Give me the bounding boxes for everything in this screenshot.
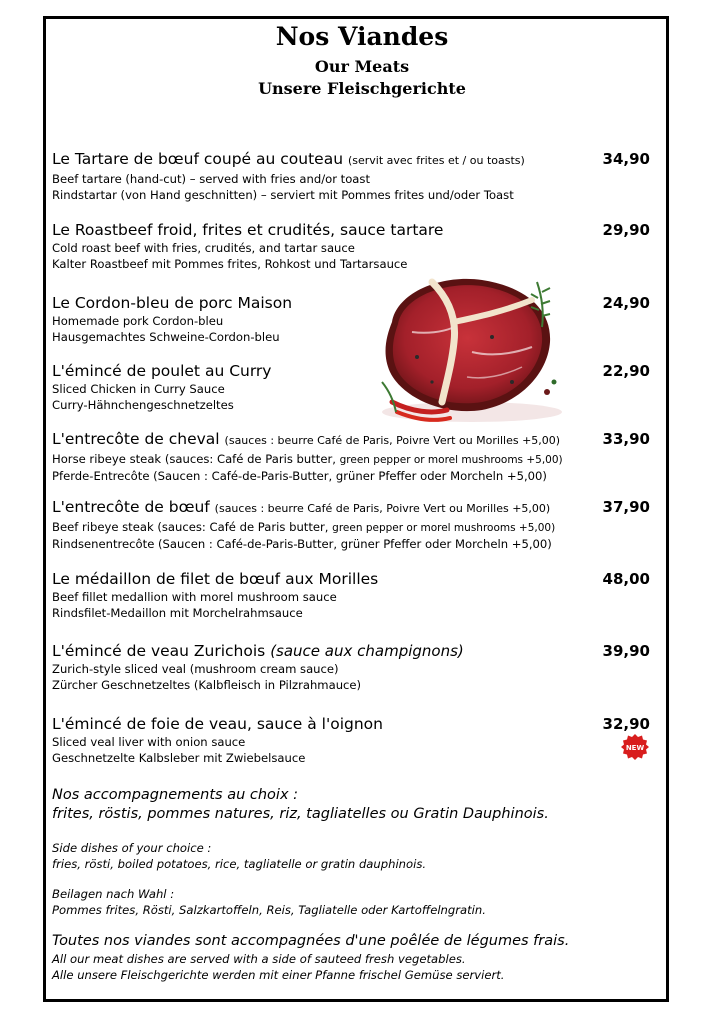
item-german: Kalter Roastbeef mit Pommes frites, Rohkost und Tartarsauce (52, 257, 408, 271)
item-german: Hausgemachtes Schweine-Cordon-bleu (52, 330, 280, 344)
sides-english-heading: Side dishes of your choice : (52, 841, 212, 855)
item-english: Beef fillet medallion with morel mushroom sauce (52, 590, 337, 604)
item-price: 37,90 (602, 498, 650, 516)
spacer (52, 824, 662, 840)
item-german: Geschnetzelte Kalbsleber mit Zwiebelsauce (52, 751, 306, 765)
item-title: L'émincé de foie de veau, sauce à l'oignon (52, 715, 383, 733)
item-german: Zürcher Geschnetzeltes (Kalbfleisch in Pilzrahmauce) (52, 678, 362, 692)
sides-french-list: frites, röstis, pommes natures, riz, tagliatelles ou Gratin Dauphinois. (52, 806, 549, 822)
item-note: (sauces : beurre Café de Paris, Poivre Vert ou Morilles +5,00) (214, 502, 551, 515)
steak-illustration-icon (372, 262, 572, 428)
item-price: 24,90 (602, 294, 650, 312)
menu-item-beef-entrecote (52, 497, 662, 552)
item-title: Le Tartare de bœuf coupé au couteau (52, 150, 344, 168)
item-english: Zurich-style sliced veal (mushroom cream sauce) (52, 662, 339, 676)
spacer (52, 872, 662, 886)
item-note: (sauces : beurre Café de Paris, Poivre Vert ou Morilles +5,00) (224, 434, 561, 447)
menu-item-veal-zurichois (52, 641, 662, 693)
item-english-b: green pepper or morel mushrooms +5,00) (332, 522, 556, 534)
sides-english-list: fries, rösti, boiled potatoes, rice, tagliatelle or gratin dauphinois. (52, 857, 427, 871)
sides-german-list: Pommes frites, Rösti, Salzkartoffeln, Reis, Tagliatelle oder Kartoffelngratin. (52, 903, 486, 917)
page-title: Nos Viandes (275, 22, 449, 51)
item-price: 29,90 (602, 221, 650, 239)
item-german: Curry-Hähnchengeschnetzeltes (52, 398, 234, 412)
menu-item-veal-liver (52, 714, 662, 766)
item-note: (sauce aux champignons) (270, 642, 464, 660)
item-price: 34,90 (602, 150, 650, 168)
sides-french-heading: Nos accompagnements au choix : (52, 787, 299, 803)
item-title: Le Cordon-bleu de porc Maison (52, 294, 293, 312)
menu-item-horse-entrecote (52, 429, 662, 484)
item-title: L'entrecôte de cheval (52, 430, 220, 448)
menu-item-beef-medallion (52, 569, 662, 621)
spacer (52, 918, 662, 932)
item-english-a: Beef ribeye steak (sauces: Café de Paris butter, (52, 520, 333, 534)
badge-label: NEW (625, 744, 645, 752)
item-english: Homemade pork Cordon-bleu (52, 314, 224, 328)
item-english-a: Horse ribeye steak (sauces: Café de Paris butter, (52, 452, 340, 466)
item-title: L'émincé de poulet au Curry (52, 362, 272, 380)
item-price: 33,90 (602, 430, 650, 448)
item-english-b: green pepper or morel mushrooms +5,00) (339, 454, 563, 466)
subtitle-english: Our Meats (314, 57, 410, 76)
item-english: Beef tartare (hand-cut) – served with fries and/or toast (52, 172, 370, 186)
menu-item-tartare (52, 149, 662, 203)
item-german: Rindsenentrecôte (Saucen : Café-de-Paris-Butter, grüner Pfeffer oder Morcheln +5,00) (52, 537, 552, 551)
item-english: Sliced veal liver with onion sauce (52, 735, 246, 749)
item-price: 39,90 (602, 642, 650, 660)
vegetables-french: Toutes nos viandes sont accompagnées d'une poêlée de légumes frais. (52, 933, 570, 949)
sides-german-heading: Beilagen nach Wahl : (52, 887, 175, 901)
item-german: Rindsfilet-Medaillon mit Morchelrahmsauce (52, 606, 303, 620)
menu-footer (52, 786, 662, 983)
item-english (52, 519, 662, 536)
item-english: Cold roast beef with fries, crudités, and tartar sauce (52, 241, 355, 255)
subtitle-german: Unsere Fleischgerichte (258, 79, 466, 98)
item-title: Le médaillon de filet de bœuf aux Morilles (52, 570, 379, 588)
new-badge-icon (621, 734, 649, 760)
item-title: Le Roastbeef froid, frites et crudités, sauce tartare (52, 221, 444, 239)
item-title: L'émincé de veau Zurichois (52, 642, 266, 660)
item-english: Sliced Chicken in Curry Sauce (52, 382, 225, 396)
vegetables-german: Alle unsere Fleischgerichte werden mit einer Pfanne frischel Gemüse serviert. (52, 968, 505, 982)
item-price: 32,90 (602, 715, 650, 733)
item-price: 48,00 (602, 570, 650, 588)
item-price: 22,90 (602, 362, 650, 380)
item-german: Pferde-Entrecôte (Saucen : Café-de-Paris-Butter, grüner Pfeffer oder Morcheln +5,00) (52, 469, 547, 483)
item-title: L'entrecôte de bœuf (52, 498, 210, 516)
vegetables-english: All our meat dishes are served with a side of sauteed fresh vegetables. (52, 952, 466, 966)
item-note: (servit avec frites et / ou toasts) (347, 154, 525, 167)
menu-header (0, 22, 724, 100)
item-english (52, 451, 662, 468)
item-german: Rindstartar (von Hand geschnitten) – serviert mit Pommes frites und/oder Toast (52, 188, 514, 202)
